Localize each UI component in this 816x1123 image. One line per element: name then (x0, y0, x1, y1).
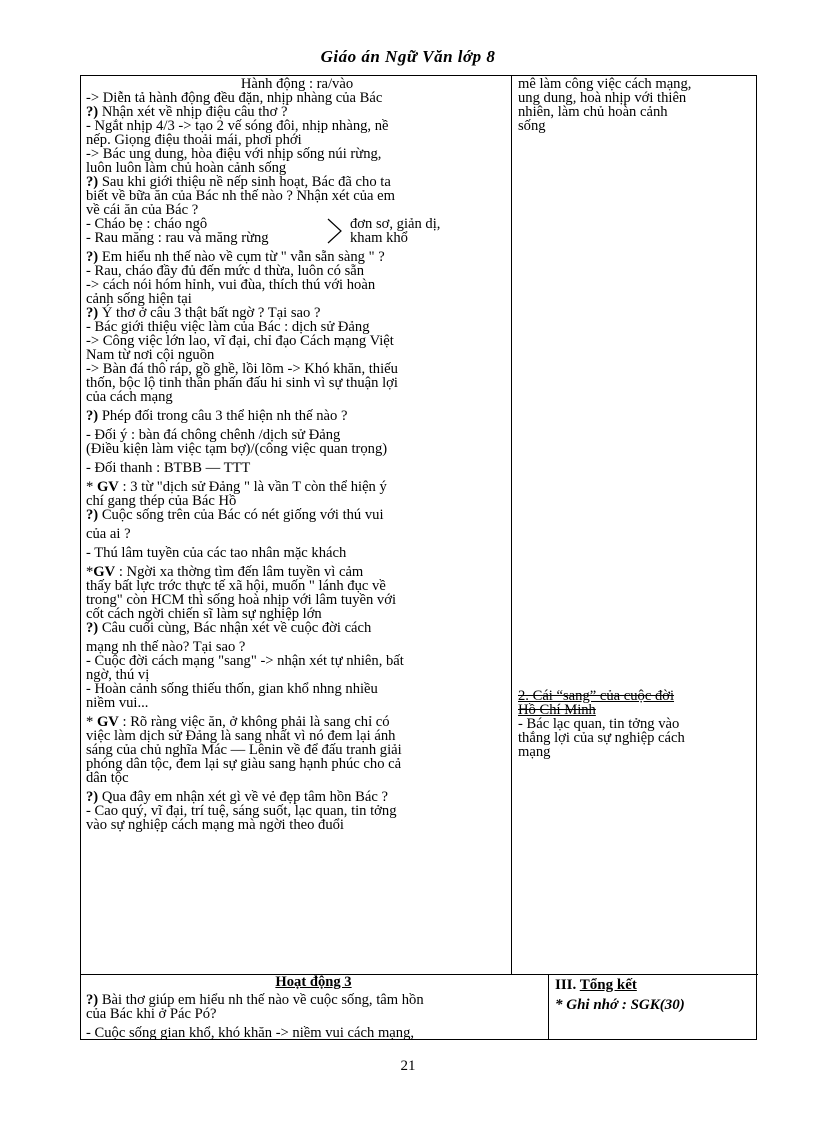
text-line: của cách mạng (86, 389, 173, 405)
food-comparison (86, 217, 508, 245)
text-line: của Bác khi ở Pác Pó? (86, 1006, 217, 1022)
activity-heading: Hoạt động 3 (275, 974, 352, 990)
question-line: ?) Nhận xét về nhịp điệu câu thơ ? (86, 104, 288, 120)
text-line: -> Diễn tả hành động đều đặn, nhịp nhàng của Bác (86, 90, 383, 106)
main-column (86, 77, 508, 832)
summary-heading (555, 975, 755, 995)
section-heading: Hồ Chí Minh (518, 702, 596, 718)
note-line: nhiên, làm chủ hoàn cảnh (518, 104, 668, 120)
text-line: - Hoàn cảnh sống thiếu thốn, gian khổ nhng nhiều (86, 681, 378, 697)
text-line: sáng của chủ nghĩa Mác — Lênin về để đấu tranh giải (86, 742, 402, 758)
text-line: nếp. Giọng điệu thoải mái, phơi phới (86, 132, 302, 148)
text-line: đơn sơ, giản dị, (350, 216, 441, 232)
chevron-right-icon (326, 218, 344, 244)
section-heading: 2. Cái “sang” của cuộc đời (518, 688, 675, 704)
text-line: Nam từ nơi cội nguồn (86, 347, 215, 363)
teacher-note: * GV : 3 từ "dịch sử Đảng " là vần T còn thể hiện ý (86, 479, 387, 495)
question-line: ?) Qua đây em nhận xét gì về vẻ đẹp tâm hồn Bác ? (86, 789, 388, 805)
column-divider (511, 76, 512, 975)
text-line: -> cách nói hóm hỉnh, vui đùa, thích thú với hoàn (86, 277, 376, 293)
text-line: dân tộc (86, 770, 129, 786)
text-line: phóng dân tộc, đem lại sự giàu sang hạnh phúc cho cả (86, 756, 402, 772)
teacher-note: *GV : Ngời xa thờng tìm đến lâm tuyền vì cảm (86, 564, 364, 580)
lesson-table (80, 75, 757, 1040)
text-line: -> Bác ung dung, hòa điệu với nhịp sống núi rừng, (86, 146, 382, 162)
page-header-title: Giáo án Ngữ Văn lớp 8 (320, 47, 496, 66)
text-line: trong" còn HCM thì sống hoà nhịp với lâm tuyền với (86, 592, 397, 608)
bottom-column-divider (548, 974, 549, 1039)
text-line: cảnh sống hiện tại (86, 291, 192, 307)
text-line: chí gang thép của Bác Hồ (86, 493, 237, 509)
teacher-note: * GV : Rõ ràng việc ăn, ở không phải là sang chỉ có (86, 714, 390, 730)
text-line: - Cuộc đời cách mạng "sang" -> nhận xét tự nhiên, bất (86, 653, 404, 669)
text-line: - Bác giới thiệu việc làm của Bác : dịch sử Đảng (86, 319, 370, 335)
question-line: ?) Câu cuối cùng, Bác nhận xét về cuộc đời cách (86, 620, 372, 636)
text-line: - Thú lâm tuyền của các tao nhân mặc khách (86, 545, 347, 561)
summary-title: Tổng kết (579, 977, 637, 993)
question-line: ?) Sau khi giới thiệu nề nếp sinh hoạt, Bác đã cho ta (86, 174, 391, 190)
question-line: ?) Em hiểu nh thế nào về cụm từ " vẫn sẵn sàng " ? (86, 249, 385, 265)
text-line: Hành động : ra/vào (240, 76, 354, 92)
text-line: luôn luôn làm chủ hoàn cảnh sống (86, 160, 287, 176)
page-number: 21 (400, 1058, 416, 1074)
text-line: - Cháo bẹ : cháo ngô (86, 216, 208, 232)
text-line: thốn, bộc lộ tinh thần phấn đấu hi sinh vì sự thuận lợi (86, 375, 398, 391)
text-line: vào sự nghiệp cách mạng mà ngời theo đuổi (86, 817, 344, 833)
note-line: sống (518, 118, 546, 134)
text-line: cốt cách ngời chiến sĩ làm sự nghiệp lớn (86, 606, 322, 622)
text-line: - Cuộc sống gian khổ, khó khăn -> niềm vui cách mạng, (86, 1025, 415, 1041)
memo-note: * Ghi nhớ : SGK(30) (555, 997, 685, 1013)
note-line: mê làm công việc cách mạng, (518, 76, 692, 92)
question-line: ?) Bài thơ giúp em hiểu nh thế nào về cuộc sống, tâm hồn (86, 992, 424, 1008)
text-line: - Đối ý : bàn đá chông chênh /dịch sử Đảng (86, 427, 341, 443)
text-line: của ai ? (86, 526, 131, 542)
question-line: ?) Ý thơ ở câu 3 thật bất ngờ ? Tại sao ? (86, 305, 321, 321)
text-line: việc làm dịch sử Đảng là sang nhất vì nó đem lại ánh (86, 728, 396, 744)
text-line: ngờ, thú vị (86, 667, 150, 683)
note-line: thắng lợi của sự nghiệp cách (518, 730, 685, 746)
note-line: ung dung, hoà nhịp với thiên (518, 90, 687, 106)
text-line: - Cao quý, vĩ đại, trí tuệ, sáng suốt, lạc quan, tin tởng (86, 803, 397, 819)
text-line: - Ngắt nhịp 4/3 -> tạo 2 vế sóng đôi, nhịp nhàng, nề (86, 118, 389, 134)
text-line: -> Công việc lớn lao, vĩ đại, chỉ đạo Cách mạng Việt (86, 333, 394, 349)
question-line: ?) Phép đối trong câu 3 thể hiện nh thế nào ? (86, 408, 348, 424)
text-line: mạng nh thế nào? Tại sao ? (86, 639, 246, 655)
note-line: mạng (518, 744, 551, 760)
text-line: - Đối thanh : BTBB — TTT (86, 460, 251, 476)
text-line: về cái ăn của Bác ? (86, 202, 199, 218)
activity-section (86, 975, 541, 1040)
question-line: ?) Cuộc sống trên của Bác có nét giống với thú vui (86, 507, 384, 523)
summary-section (555, 975, 755, 1015)
text-line: (Điều kiện làm việc tạm bợ)/(công việc quan trọng) (86, 441, 388, 457)
text-line: - Rau măng : rau và măng rừng (86, 230, 269, 246)
text-line: biết về bữa ăn của Bác nh thế nào ? Nhận xét của em (86, 188, 395, 204)
summary-number: III. (555, 977, 577, 993)
text-line: niềm vui... (86, 695, 149, 711)
text-line: - Rau, cháo đầy đủ đến mức d thừa, luôn có sẵn (86, 263, 365, 279)
text-line: -> Bàn đá thô ráp, gồ ghề, lồi lõm -> Khó khăn, thiếu (86, 361, 398, 377)
text-line: thấy bất lực trớc thực tế xã hội, muốn " lánh đục về (86, 578, 386, 594)
notes-column (518, 76, 754, 760)
text-line: kham khổ (350, 230, 408, 246)
note-line: - Bác lạc quan, tin tởng vào (518, 716, 680, 732)
